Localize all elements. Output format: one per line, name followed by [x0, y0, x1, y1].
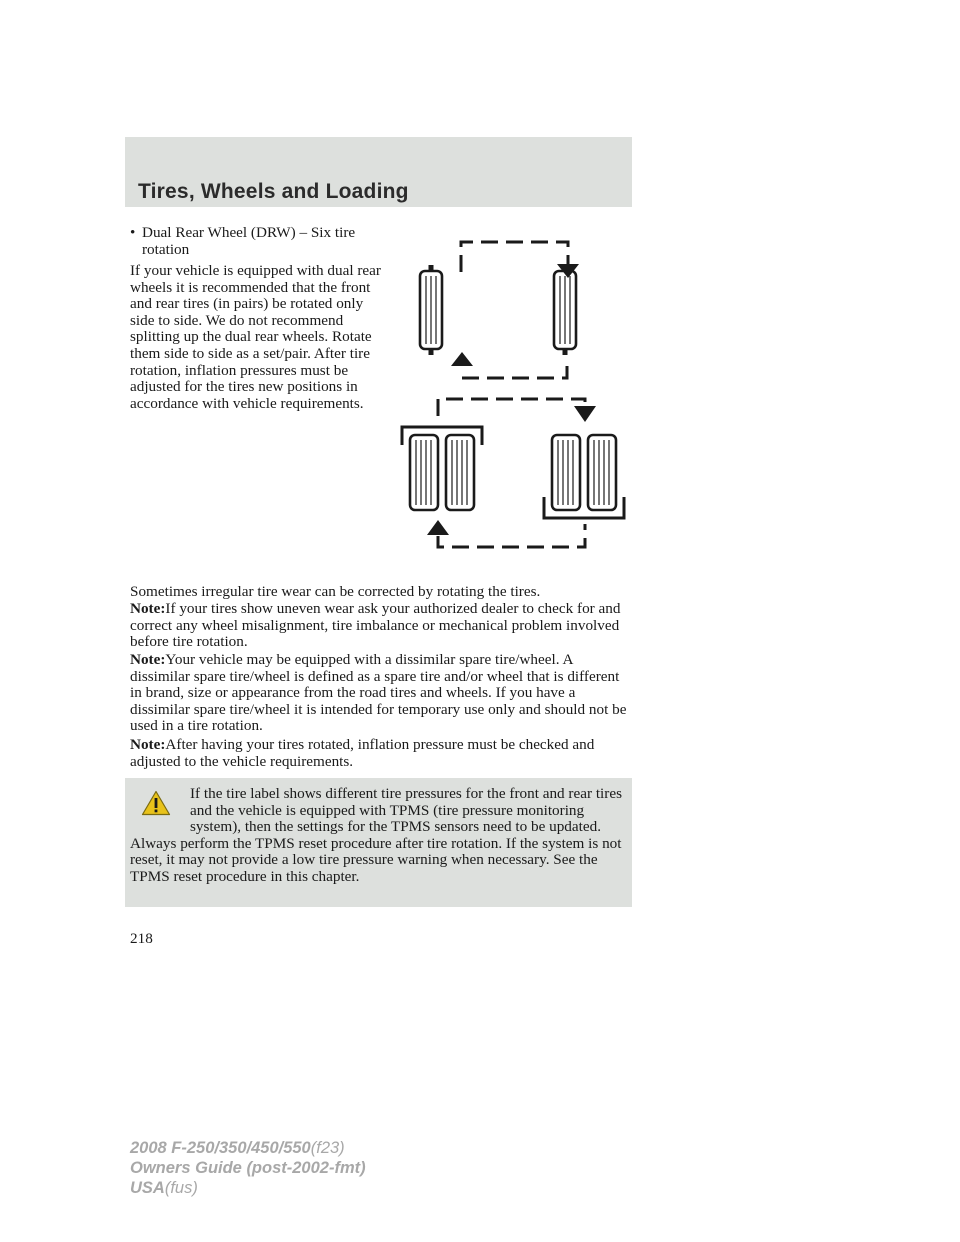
arrow-up-icon	[451, 352, 473, 366]
note-inflation	[130, 737, 630, 770]
note-label: Note:	[130, 600, 166, 617]
note-label: Note:	[130, 651, 166, 668]
intro-paragraph: If your vehicle is equipped with dual rear wheels it is recommended that the front and rear tires (in pairs) be rotated only side to side. We do not recommend splitting up the dual rear wheels. Rotate them side to side as a set/pair. After tire rotation, inflation pressures must be adjusted for the tires new positions in accordance with vehicle requirements.	[130, 262, 381, 412]
warning-icon-space	[130, 786, 190, 820]
footer-line-1	[130, 1138, 366, 1158]
footer-market-code: (fus)	[164, 1179, 198, 1197]
warning-text-block	[130, 786, 626, 886]
warning-text: If the tire label shows different tire pressures for the front and rear tires and the vehicle is equipped with TPMS (tire pressure monitoring system), then the settings for the TPMS sensors need to be updated. Always perform the TPMS reset procedure after tire rotation. If the system is not reset, it may not provide a low tire pressure warning when necessary. See the TPMS reset procedure in this chapter.	[130, 785, 622, 885]
note-dissimilar-spare	[130, 652, 630, 735]
footer-model-code: (f23)	[310, 1139, 345, 1157]
front-rotation-path-lower	[462, 358, 567, 378]
note-label: Note:	[130, 736, 166, 753]
footer-guide: Owners Guide (post-2002-fmt)	[130, 1159, 366, 1177]
rear-tire-right-inner	[552, 435, 580, 510]
front-tire-right	[554, 265, 576, 355]
arrow-down-icon	[574, 406, 596, 422]
note-text: If your tires show uneven wear ask your authorized dealer to check for and correct any wheel misalignment, tire imbalance or mechanical problem involved before tire rotation.	[130, 600, 621, 651]
rear-rotation-path-bottom	[438, 524, 585, 547]
note-text: Your vehicle may be equipped with a dissimilar spare tire/wheel. A dissimilar spare tire/wheel is defined as a spare tire and/or wheel that is different in brand, size or appearance from the road tires and wheels. If you have a dissimilar spare tire/wheel it is intended for temporary use only and should not be used in a tire rotation.	[130, 651, 627, 735]
footer	[130, 1138, 366, 1198]
arrow-up-icon	[427, 520, 449, 535]
rear-tire-left-outer	[410, 435, 438, 510]
note-text: After having your tires rotated, inflation pressure must be checked and adjusted to the vehicle requirements.	[130, 736, 595, 770]
front-rotation-path	[461, 242, 568, 272]
tire-rotation-diagram	[395, 228, 635, 558]
footer-line-3	[130, 1178, 366, 1198]
front-tire-left	[420, 265, 442, 355]
warning-box	[125, 778, 632, 907]
footer-market: USA	[130, 1179, 165, 1197]
rear-rotation-path-top	[438, 399, 585, 416]
rear-tire-left-inner	[446, 435, 474, 510]
page-section-title: Tires, Wheels and Loading	[138, 180, 409, 203]
footer-line-2	[130, 1158, 366, 1178]
bullet-symbol: •	[130, 224, 136, 241]
rotation-paragraph: Sometimes irregular tire wear can be corrected by rotating the tires.	[130, 583, 541, 600]
footer-model: 2008 F-250/350/450/550	[130, 1139, 311, 1157]
page-number: 218	[130, 930, 153, 947]
note-alignment	[130, 601, 630, 651]
bullet-text: Dual Rear Wheel (DRW) – Six tire rotation	[142, 224, 356, 258]
rear-tire-right-outer	[588, 435, 616, 510]
